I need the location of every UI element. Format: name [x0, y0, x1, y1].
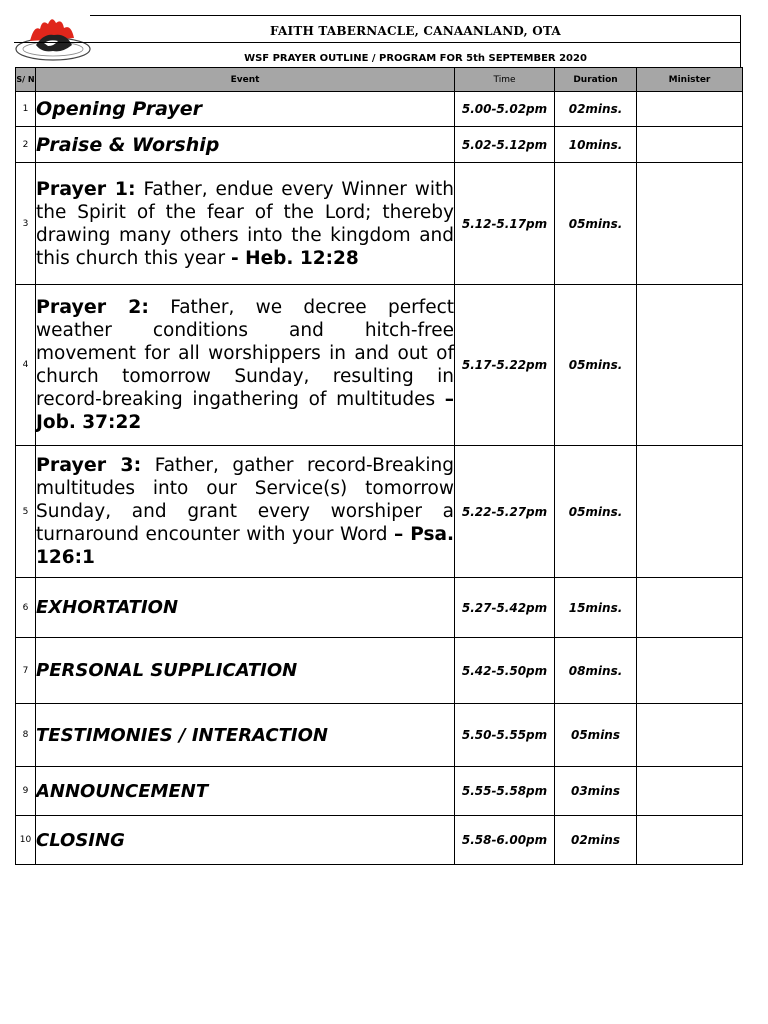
scripture-ref: - Heb. 12:28: [231, 247, 359, 269]
table-row: [16, 446, 743, 578]
row-sn: 7: [16, 638, 36, 704]
table-row: [16, 285, 743, 446]
event-minister: [637, 285, 743, 446]
row-sn: 6: [16, 578, 36, 638]
event-time: 5.50-5.55pm: [455, 704, 555, 767]
event-time: 5.55-5.58pm: [455, 767, 555, 816]
event-time: 5.12-5.17pm: [455, 163, 555, 285]
table-row: [16, 816, 743, 865]
event-duration: 10mins.: [555, 127, 637, 163]
row-sn: 1: [16, 92, 36, 127]
event-time: 5.58-6.00pm: [455, 816, 555, 865]
event-duration: 02mins: [555, 816, 637, 865]
prayer-text: [36, 296, 454, 434]
row-sn: 4: [16, 285, 36, 446]
column-header-time: Time: [455, 68, 555, 92]
header-divider: [14, 42, 741, 43]
prayer-body: Father, gather record-Breaking multitudes into our Service(s) tomorrow Sunday, and grant every worshiper a turnaround encounter with your Word: [36, 455, 455, 545]
event-minister: [637, 446, 743, 578]
event-duration: 05mins.: [555, 163, 637, 285]
table-row: [16, 767, 743, 816]
event-title: EXHORTATION: [36, 597, 179, 618]
event-duration: 02mins.: [555, 92, 637, 127]
table-row: [16, 704, 743, 767]
event-duration: 05mins.: [555, 285, 637, 446]
event-time: 5.42-5.50pm: [455, 638, 555, 704]
table-row: [16, 127, 743, 163]
table-header-row: [16, 68, 743, 92]
event-duration: 08mins.: [555, 638, 637, 704]
row-sn: 3: [16, 163, 36, 285]
event-title: CLOSING: [36, 829, 125, 851]
event-title: Praise & Worship: [36, 133, 220, 156]
prayer-label: Prayer 2:: [36, 296, 149, 318]
table-row: [16, 92, 743, 127]
event-time: 5.27-5.42pm: [455, 578, 555, 638]
event-time: 5.17-5.22pm: [455, 285, 555, 446]
row-sn: 5: [16, 446, 36, 578]
event-title: ANNOUNCEMENT: [36, 780, 209, 802]
prayer-label: Prayer 3:: [36, 454, 142, 476]
event-title: TESTIMONIES / INTERACTION: [36, 724, 328, 746]
event-time: 5.00-5.02pm: [455, 92, 555, 127]
prayer-text: [36, 454, 454, 569]
event-minister: [637, 578, 743, 638]
row-sn: 8: [16, 704, 36, 767]
program-table: [15, 67, 743, 865]
church-logo-icon: [14, 13, 94, 65]
event-title: Opening Prayer: [36, 98, 203, 120]
event-minister: [637, 704, 743, 767]
event-minister: [637, 638, 743, 704]
event-minister: [637, 767, 743, 816]
organization-name: FAITH TABERNACLE, CANAANLAND, OTA: [270, 24, 561, 38]
table-row: [16, 638, 743, 704]
row-sn: 9: [16, 767, 36, 816]
row-sn: 10: [16, 816, 36, 865]
event-duration: 15mins.: [555, 578, 637, 638]
event-duration: 03mins: [555, 767, 637, 816]
column-header-minister: Minister: [637, 68, 743, 92]
event-duration: 05mins: [555, 704, 637, 767]
event-title: PERSONAL SUPPLICATION: [36, 660, 298, 681]
event-minister: [637, 816, 743, 865]
scripture-ref: – Psa. 126:1: [36, 524, 455, 568]
table-row: [16, 578, 743, 638]
prayer-text: [36, 178, 454, 270]
table-row: [16, 163, 743, 285]
event-minister: [637, 127, 743, 163]
prayer-label: Prayer 1:: [36, 177, 136, 200]
prayer-body: Father, endue every Winner with the Spirit of the fear of the Lord; thereby drawing many others into the kingdom and this church this year: [36, 178, 455, 269]
column-header-sn: S/ N: [16, 68, 36, 92]
row-sn: 2: [16, 127, 36, 163]
event-time: 5.22-5.27pm: [455, 446, 555, 578]
column-header-duration: Duration: [555, 68, 637, 92]
program-title: WSF PRAYER OUTLINE / PROGRAM FOR 5th SEPTEMBER 2020: [244, 53, 587, 64]
scripture-ref: – Job. 37:22: [36, 389, 454, 433]
event-duration: 05mins.: [555, 446, 637, 578]
event-time: 5.02-5.12pm: [455, 127, 555, 163]
column-header-event: Event: [36, 68, 455, 92]
prayer-body: Father, we decree perfect weather conditions and hitch-free movement for all worshippers in and out of church tomorrow Sunday, resulting in record-breaking ingathering of multitudes: [36, 297, 454, 410]
event-minister: [637, 92, 743, 127]
event-minister: [637, 163, 743, 285]
